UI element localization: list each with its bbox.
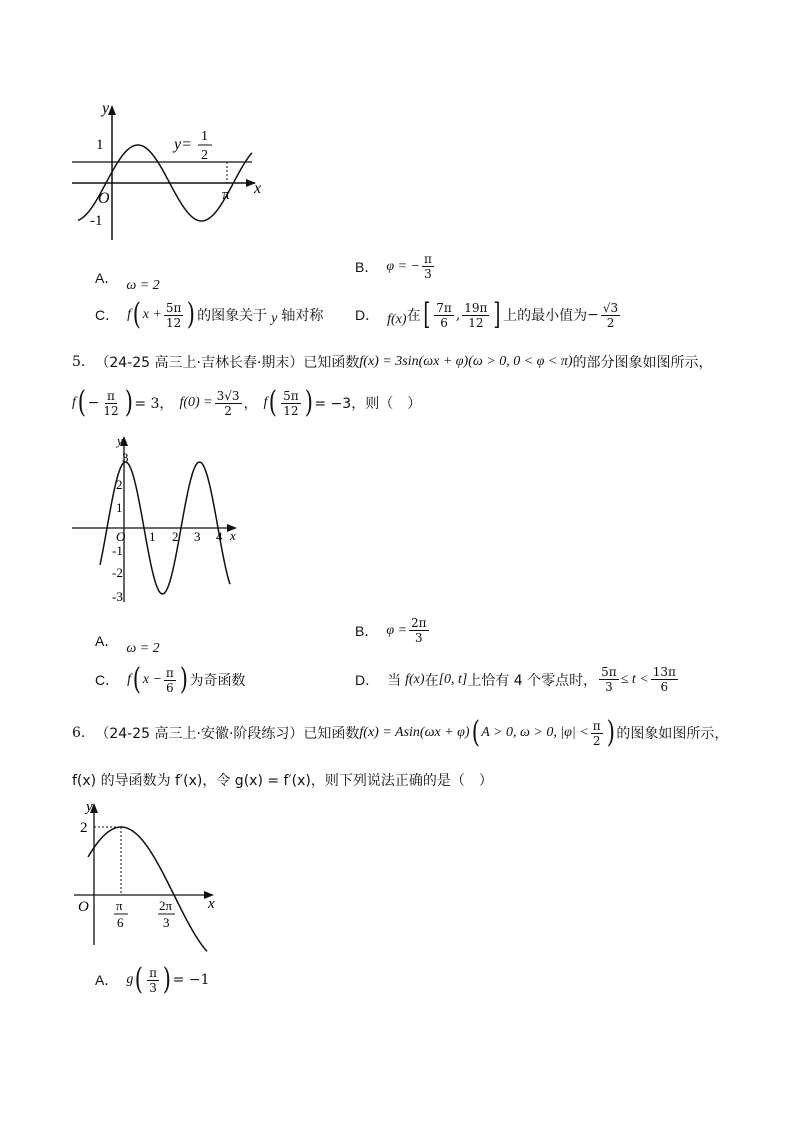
y-axis-arrow bbox=[108, 105, 116, 115]
option-text: 的图象关于 bbox=[197, 308, 268, 324]
y-axis-label: y bbox=[117, 433, 123, 448]
c3-val: = −3，则（ ） bbox=[314, 396, 422, 412]
option-label: C． bbox=[95, 672, 120, 688]
frac-den: 12 bbox=[166, 315, 182, 330]
q6-stem-line2 bbox=[72, 770, 493, 790]
q5-option-c[interactable]: C． f ( x − $\frac{\pi}{6}$ ) 为奇函数 bbox=[95, 662, 246, 697]
c2-pre: f(0) = bbox=[179, 395, 213, 410]
option-label: B． bbox=[355, 622, 379, 639]
frac-num: 2π bbox=[411, 616, 427, 630]
frac-num: π bbox=[423, 252, 432, 266]
arg: x − bbox=[142, 672, 162, 687]
neg-sign: − bbox=[587, 307, 599, 323]
tick-pi6-num: π bbox=[116, 898, 123, 913]
func-name: f bbox=[127, 672, 132, 687]
x-tick-4: 4 bbox=[216, 529, 223, 544]
t-ineq: ≤ t < bbox=[620, 671, 649, 687]
q5-option-d[interactable] bbox=[355, 665, 680, 694]
q5-option-b[interactable] bbox=[355, 616, 431, 645]
q5-source: （24-25 高三上·吉林长春·期末）已知函数 bbox=[95, 355, 360, 371]
q6-number: 6. bbox=[72, 725, 86, 741]
origin-label: O bbox=[98, 190, 110, 207]
frac1-num: 5π bbox=[601, 665, 617, 679]
y-tick-2: 2 bbox=[116, 477, 123, 492]
q4-option-a[interactable] bbox=[95, 262, 160, 294]
frac2-num: 13π bbox=[652, 665, 676, 679]
c1-den: 12 bbox=[103, 403, 119, 418]
x-axis-label: x bbox=[208, 896, 215, 912]
q6-stem-line1: 6. （24-25 高三上·安徽·阶段练习）已知函数 f(x) = Asin(ωx + φ) ( A > 0, ω > 0, |φ| < $\frac{\pi}{2}$ ) 的图象如图所示， bbox=[72, 715, 729, 750]
q6-cond: A > 0, ω > 0, |φ| < bbox=[481, 725, 589, 740]
y-tick-m1: -1 bbox=[112, 543, 123, 558]
frac1-den: 3 bbox=[605, 680, 613, 694]
t-fx: f(x) bbox=[405, 671, 425, 687]
q6-tail: 的图象如图所示， bbox=[616, 726, 729, 742]
y-tick-m2: -2 bbox=[112, 565, 123, 580]
func-name: f bbox=[127, 307, 132, 322]
q6-line2: f(x) 的导函数为 f′(x)，令 g(x) = f′(x)，则下列说法正确的是（ ） bbox=[72, 773, 493, 789]
q4-option-d[interactable]: D． f(x) 在 [ $\frac{7\pi}{6}$ , $\frac{19\pi}{12}$ ] 上的最小值为 − $\frac{√3}{2}$ bbox=[355, 297, 619, 332]
c3-den: 12 bbox=[283, 403, 299, 418]
y-tick-2: 2 bbox=[80, 820, 88, 836]
q4-option-c[interactable]: C． f ( x + $\frac{5\pi}{12}$ ) 的图象关于 y 轴对称 bbox=[95, 297, 324, 332]
frac-num: π bbox=[165, 665, 174, 680]
q6-source: （24-25 高三上·安徽·阶段练习）已知函数 bbox=[95, 726, 360, 742]
option-label: A． bbox=[95, 972, 119, 988]
q6-option-a[interactable]: A． g ( $\frac{\pi}{3}$ ) = −1 bbox=[95, 962, 210, 997]
option-label: C． bbox=[95, 307, 120, 323]
x-axis-label: x bbox=[230, 528, 236, 543]
frac3-num: √3 bbox=[602, 300, 619, 315]
frac-num: π bbox=[149, 965, 157, 980]
option-value: = −1 bbox=[172, 972, 210, 988]
option-text: φ = bbox=[386, 622, 408, 638]
option-text: 上的最小值为 bbox=[503, 308, 588, 324]
c3-f: f bbox=[263, 395, 268, 410]
line-label-den: 2 bbox=[201, 148, 208, 163]
x-tick-2: 2 bbox=[172, 529, 179, 544]
tick-pi-label: π bbox=[222, 187, 230, 203]
origin-label: O bbox=[78, 899, 89, 915]
tick-pi6-den: 6 bbox=[117, 915, 124, 930]
option-text: 为奇函数 bbox=[189, 673, 246, 689]
func-name: g bbox=[126, 972, 134, 987]
option-label: A． bbox=[95, 270, 119, 286]
option-label: A． bbox=[95, 633, 119, 649]
frac1-num: 7π bbox=[436, 300, 452, 315]
y-tick-m3: -3 bbox=[112, 589, 123, 604]
frac2-den: 12 bbox=[468, 315, 484, 330]
figure-3-function-graph bbox=[72, 795, 232, 945]
y-tick-3: 3 bbox=[122, 450, 129, 465]
t-desc: 上恰有 4 个零点时， bbox=[467, 672, 598, 689]
frac-num: 5π bbox=[165, 300, 182, 315]
q5-cond: (ω > 0, 0 < φ < π) bbox=[468, 354, 573, 369]
func: f(x) bbox=[387, 312, 407, 327]
t-interval: [0, t] bbox=[438, 671, 468, 687]
q6-func: f(x) = Asin(ωx + φ) bbox=[359, 725, 470, 740]
q4-option-b[interactable] bbox=[355, 252, 436, 281]
origin-label: O bbox=[116, 529, 126, 544]
axis-var: y bbox=[271, 311, 278, 326]
c2-den: 2 bbox=[224, 403, 232, 418]
line-label-prefix: y= bbox=[174, 136, 192, 153]
tick-1-label: 1 bbox=[96, 137, 104, 153]
x-tick-3: 3 bbox=[194, 529, 201, 544]
cond-num: π bbox=[592, 718, 601, 733]
arg: x + bbox=[142, 307, 162, 322]
c2-num: 3√3 bbox=[216, 388, 240, 403]
y-tick-1: 1 bbox=[116, 500, 123, 515]
q5-func: f(x) = 3sin(ωx + φ) bbox=[359, 354, 469, 369]
x-tick-1: 1 bbox=[149, 529, 156, 544]
text-zai: 在 bbox=[406, 308, 421, 324]
q5-option-a[interactable] bbox=[95, 625, 160, 657]
x-axis-label: x bbox=[254, 180, 262, 197]
option-text: ω = 2 bbox=[126, 278, 160, 293]
q5-tail: 的部分图象如图所示， bbox=[572, 355, 713, 371]
c1-val: = 3， bbox=[134, 396, 174, 412]
line-label-num: 1 bbox=[201, 129, 208, 144]
q5-stem-line1 bbox=[72, 352, 713, 372]
figure-1-sine-graph bbox=[70, 95, 270, 245]
y-axis-label: y bbox=[102, 100, 110, 117]
frac2-num: 19π bbox=[464, 300, 488, 315]
frac-den: 3 bbox=[424, 267, 432, 281]
c1-f: f bbox=[72, 395, 76, 410]
option-text-2: 轴对称 bbox=[281, 308, 324, 324]
frac-den: 6 bbox=[166, 680, 174, 695]
frac1-den: 6 bbox=[440, 315, 448, 330]
option-label: D． bbox=[355, 671, 380, 688]
c2-sep: ， bbox=[243, 396, 258, 412]
q5-number: 5. bbox=[72, 354, 86, 370]
option-label: B． bbox=[355, 258, 379, 275]
frac-den: 3 bbox=[149, 980, 157, 995]
function-curve bbox=[88, 827, 207, 951]
frac3-den: 2 bbox=[606, 315, 615, 330]
tick-2pi3-den: 3 bbox=[163, 915, 170, 930]
cond-den: 2 bbox=[592, 733, 601, 748]
q5-stem-line2: f ( − $\frac{\pi}{12}$ ) = 3， f(0) = $\frac{3√3}{2}$ ， f ( $\frac{5\pi}{12}$ ) = −3，则（ ） bbox=[72, 385, 422, 420]
tick-2pi3-num: 2π bbox=[159, 898, 173, 913]
tick-minus1-label: -1 bbox=[90, 213, 103, 229]
figure-2-sine-graph bbox=[70, 432, 250, 607]
frac2-den: 6 bbox=[660, 680, 669, 694]
c1-num: π bbox=[107, 388, 115, 403]
option-label: D． bbox=[355, 307, 380, 323]
frac-den: 3 bbox=[414, 631, 423, 645]
t-zai: 在 bbox=[424, 672, 439, 689]
y-axis-label: y bbox=[86, 799, 93, 815]
option-text: ω = 2 bbox=[126, 641, 160, 656]
option-text: φ = − bbox=[386, 258, 420, 274]
c3-num: 5π bbox=[283, 388, 299, 403]
t-dang: 当 bbox=[387, 672, 402, 689]
